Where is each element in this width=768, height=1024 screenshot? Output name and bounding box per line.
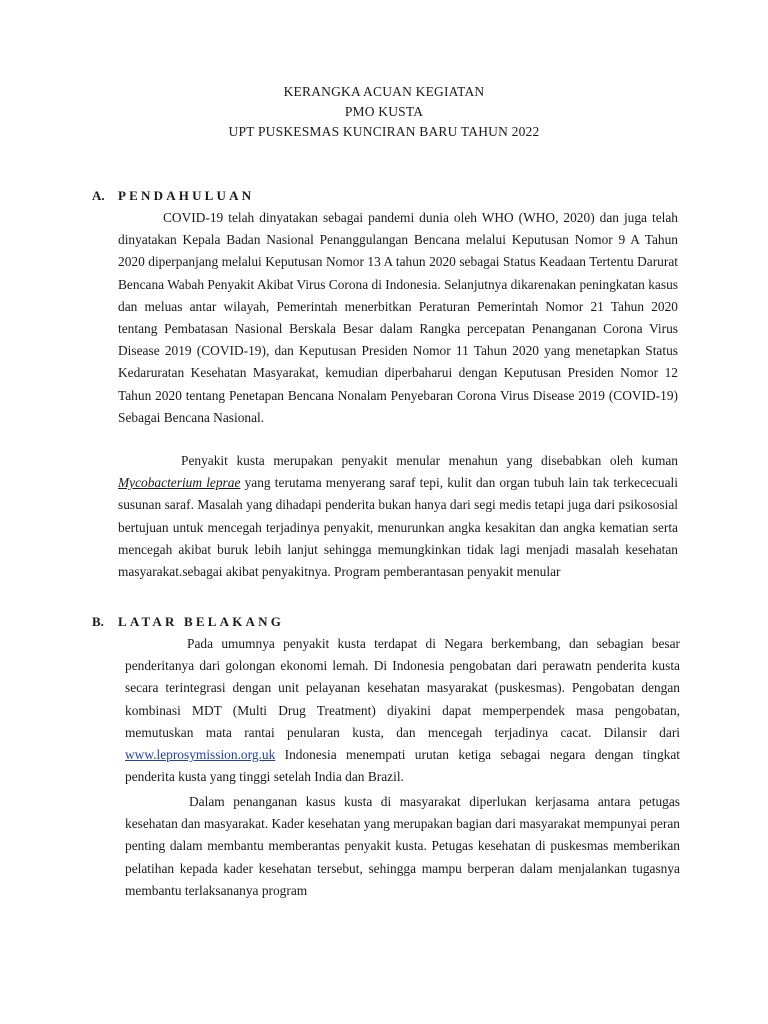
section-a-paragraph-1	[118, 207, 678, 429]
section-a-heading	[92, 188, 254, 204]
section-a-paragraph-2	[118, 450, 678, 583]
section-a-paragraph-2-text-before: Penyakit kusta merupakan penyakit menular menahun yang disebabkan oleh kuman	[181, 453, 678, 468]
section-a-paragraph-2-text-after: yang terutama menyerang saraf tepi, kulit dan organ tubuh lain tak terkececuali susunan saraf. Masalah yang dihadapi penderita bukan hanya dari segi medis tetapi juga dari psikososial bertujuan untuk mencegah terjadinya penyakit, menurunkan angka kesakitan dan angka kematian serta mencegah akibat buruk lebih lanjut sehingga memungkinkan tidak lagi menjadi masalah kesehatan masyarakat.sebagai akibat penyakitnya. Program pemberantasan penyakit menular	[118, 475, 678, 580]
section-b-paragraph-1-text-after: Indonesia menempati urutan ketiga sebagai negara dengan tingkat penderita kusta yang tinggi setelah India dan Brazil.	[125, 747, 680, 785]
title-line-2: PMO KUSTA	[344, 104, 424, 119]
section-b-paragraph-1-text-before: Pada umumnya penyakit kusta terdapat di Negara berkembang, dan sebagian besar penderitanya dari golongan ekonomi lemah. Di Indonesia pengobatan dari perawatn penderita kusta secara terintegrasi dengan unit pelayanan kesehatan masyarakat (puskesmas). Pengobatan dengan kombinasi MDT (Multi Drug Treatment) diyakini dapat memperpendek masa pengobatan, memutuskan mata rantai penularan kusta, dan mencegah terjadinya cacat. Dilansir dari	[125, 636, 680, 740]
section-b-paragraph-1	[125, 633, 680, 788]
title-line-3: UPT PUSKESMAS KUNCIRAN BARU TAHUN 2022	[228, 124, 540, 139]
title-line-1: KERANGKA ACUAN KEGIATAN	[283, 84, 485, 99]
leprosy-mission-link[interactable]: www.leprosymission.org.uk	[125, 747, 276, 763]
section-b-paragraph-2	[125, 791, 680, 902]
section-b-paragraph-2-text: Dalam penanganan kasus kusta di masyarakat diperlukan kerjasama antara petugas kesehatan dan masyarakat. Kader kesehatan yang merupakan bagian dari masyarakat mempunyai peran penting dalam membantu memberantas penyakit kusta. Petugas kesehatan di puskesmas memberikan pelatihan kepada kader kesehatan tersebut, sehingga mampu berperan dalam menjalankan tugasnya membantu terlaksananya program	[125, 794, 680, 898]
section-a-paragraph-1-text: COVID-19 telah dinyatakan sebagai pandemi dunia oleh WHO (WHO, 2020) dan juga telah dinyatakan Kepala Badan Nasional Penanggulangan Bencana melalui Keputusan Nomor 9 A Tahun 2020 diperpanjang melalui Keputusan Nomor 13 A tahun 2020 sebagai Status Keadaan Tertentu Darurat Bencana Wabah Penyakit Akibat Virus Corona di Indonesia. Selanjutnya dikarenakan peningkatan kasus dan meluas antar wilayah, Pemerintah menerbitkan Peraturan Pemerintah Nomor 21 Tahun 2020 tentang Pembatasan Nasional Berskala Besar dalam Rangka percepatan Penanganan Corona Virus Disease 2019 (COVID-19), dan Keputusan Presiden Nomor 11 Tahun 2020 yang menetapkan Status Kedaruratan Kesehatan Masyarakat, kemudian diperbaharui dengan Keputusan Presiden Nomor 12 Tahun 2020 tentang Penetapan Bencana Nonalam Penyebaran Corona Virus Disease 2019 (COVID-19) Sebagai Bencana Nasional.	[118, 210, 678, 425]
section-b-heading	[92, 614, 284, 630]
section-b-number: B.	[92, 614, 104, 629]
document-title	[0, 82, 768, 142]
section-b-title: LATAR BELAKANG	[118, 614, 285, 629]
species-name: Mycobacterium leprae	[118, 475, 241, 491]
section-a-number: A.	[92, 188, 105, 203]
section-a-title: PENDAHULUAN	[118, 188, 255, 203]
